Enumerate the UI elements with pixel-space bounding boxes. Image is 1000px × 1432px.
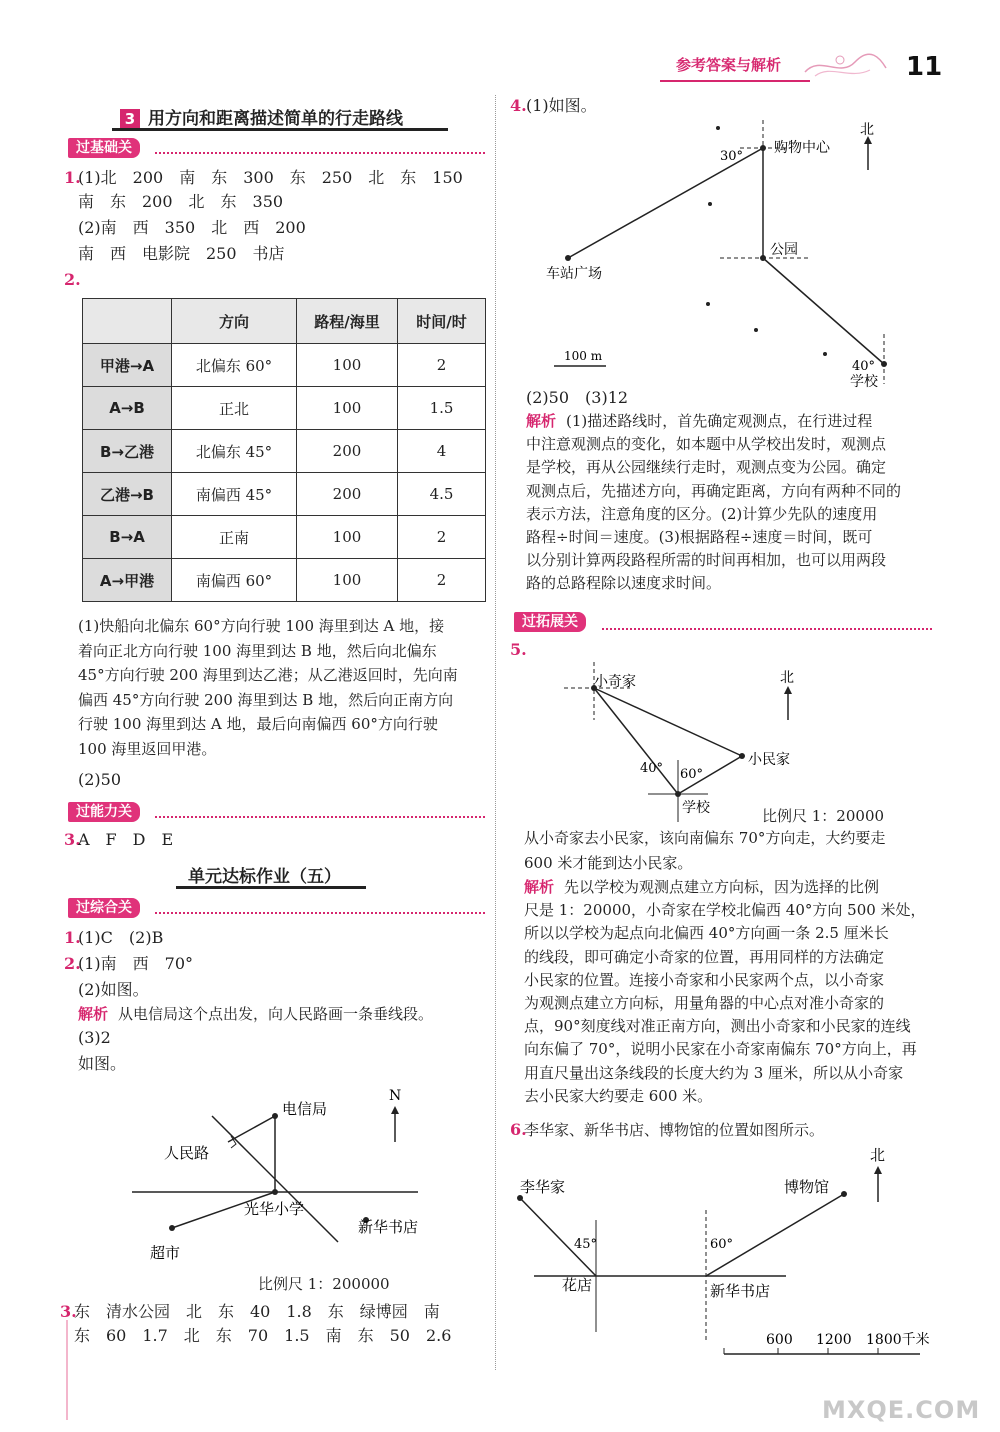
r-q5-jiexi-line: 所以以学校为起点向北偏西 40°方向画一条 2.5 厘米长 bbox=[524, 924, 889, 943]
u5-q2-number: 2. bbox=[64, 954, 81, 973]
map-point-market bbox=[169, 1225, 175, 1231]
q2-para-line: 着向正北方向行驶 100 海里到达 B 地，然后向北偏东 bbox=[78, 641, 437, 660]
unit5-title-underline bbox=[176, 886, 366, 889]
q2-part2: (2)50 bbox=[78, 770, 122, 789]
table-cell: A→B bbox=[83, 387, 172, 430]
map6-north-arrowhead-icon bbox=[874, 1166, 882, 1174]
north-arrowhead-icon bbox=[391, 1106, 399, 1114]
table-row bbox=[83, 344, 486, 387]
u5-scale: 比例尺 1：200000 bbox=[258, 1275, 390, 1293]
q3-answer: A F D E bbox=[78, 830, 174, 849]
map6-bookstore-museum bbox=[706, 1194, 844, 1276]
r-q4-jiexi-line: 中注意观测点的变化，如本题中从学校出发时，观测点 bbox=[526, 435, 887, 454]
u5-q3-line2: 东 60 1.7 北 东 70 1.5 南 东 50 2.6 bbox=[74, 1326, 452, 1345]
r-q4-jiexi bbox=[526, 410, 901, 596]
tag-comprehensive-dash bbox=[155, 912, 485, 914]
r-q5-jiexi-line: 向东偏了 70°，说明小民家在小奇家南偏东 70°方向上，再 bbox=[524, 1040, 917, 1059]
unit5-title: 单元达标作业（五） bbox=[188, 867, 341, 887]
u5-q2-jiexi bbox=[78, 1002, 433, 1026]
map4-park-school bbox=[763, 258, 884, 364]
map-point-school bbox=[272, 1189, 278, 1195]
r-q5-jiexi-text: 先以学校为观测点建立方向标，因为选择的比例 bbox=[564, 878, 880, 896]
section3-title-text: 用方向和距离描述简单的行走路线 bbox=[148, 109, 403, 129]
table-cell: 4 bbox=[398, 430, 486, 473]
table-row bbox=[83, 387, 486, 430]
header-title: 参考答案与解析 bbox=[676, 56, 782, 74]
map6-label-bookstore: 新华书店 bbox=[710, 1282, 771, 1300]
r-q5-jiexi-line bbox=[524, 876, 926, 899]
map4-point-mall bbox=[760, 145, 766, 151]
table-cell: B→乙港 bbox=[83, 430, 172, 473]
map6-scale-label: 1200 bbox=[816, 1332, 852, 1348]
u5-q2-line2: (2)如图。 bbox=[78, 980, 149, 999]
map6-point-museum bbox=[841, 1191, 847, 1197]
map4-north-label: 北 bbox=[860, 122, 874, 138]
r-q6-text: 李华家、新华书店、博物馆的位置如图所示。 bbox=[524, 1121, 825, 1139]
map4-dot bbox=[708, 202, 712, 206]
r-q4-jiexi-line: 是学校，再从公园继续行走时，观测点变为公园。确定 bbox=[526, 458, 887, 477]
u5-q3-line1: 东 清水公园 北 东 40 1.8 东 绿博园 南 bbox=[74, 1302, 440, 1321]
map4-point-park bbox=[760, 255, 766, 261]
jiexi-label: 解析 bbox=[524, 878, 555, 896]
table-row bbox=[83, 559, 486, 602]
u5-q2-line4: 如图。 bbox=[78, 1054, 127, 1073]
table-row bbox=[83, 473, 486, 516]
map4-dot bbox=[716, 126, 720, 130]
route-map-4 bbox=[540, 118, 940, 392]
map4-label-park: 公园 bbox=[770, 242, 798, 258]
map4-point-school bbox=[881, 361, 887, 367]
watermark: MXQE.COM bbox=[822, 1396, 981, 1424]
q2-para-line: 偏西 45°方向行驶 200 海里到达 B 地，然后向正南方向 bbox=[78, 690, 454, 709]
r-q5-answer-line: 600 米才能到达小民家。 bbox=[524, 854, 693, 872]
u5-q1-answer: (1)C (2)B bbox=[78, 928, 164, 947]
map4-point-station bbox=[565, 255, 571, 261]
q2-para-line: (1)快船向北偏东 60°方向行驶 100 海里到达 A 地，接 bbox=[78, 617, 445, 635]
map5-xiaoqi-xiaomin bbox=[594, 688, 742, 756]
map5-label-school: 学校 bbox=[682, 800, 710, 816]
table-cell: 2 bbox=[398, 344, 486, 387]
r-q4-jiexi-line bbox=[526, 410, 901, 433]
map5-label-xiaomin: 小民家 bbox=[748, 752, 790, 768]
map4-angle30: 30° bbox=[720, 149, 744, 164]
u5-q2-line1: (1)南 西 70° bbox=[78, 954, 194, 973]
q2-para-line: 行驶 100 海里到达 A 地，最后向南偏西 60°方向行驶 bbox=[78, 715, 438, 734]
tag-basic: 过基础关 bbox=[68, 138, 140, 158]
map5-scale: 比例尺 1：20000 bbox=[762, 807, 885, 825]
section3-number: 3 bbox=[120, 109, 140, 129]
q2-para-line: 45°方向行驶 200 海里到达乙港；从乙港返回时，先向南 bbox=[78, 666, 458, 685]
header-rule bbox=[660, 80, 810, 82]
r-q4-jiexi-text: (1)描述路线时，首先确定观测点，在行进过程 bbox=[566, 412, 873, 430]
r-q4-jiexi-line: 路程÷时间＝速度。(3)根据路程÷速度＝时间，既可 bbox=[526, 528, 873, 547]
map-label-renmin: 人民路 bbox=[164, 1144, 210, 1162]
map4-dot bbox=[754, 328, 758, 332]
table-header-cell: 路程/海里 bbox=[297, 299, 398, 344]
r-q5-answer-line: 从小奇家去小民家，该向南偏东 70°方向走，大约要走 bbox=[524, 829, 886, 847]
table-cell: 北偏东 60° bbox=[172, 344, 297, 387]
map-perpendicular bbox=[228, 1116, 275, 1142]
q1-number: 1. bbox=[64, 168, 81, 187]
table-cell: 200 bbox=[297, 473, 398, 516]
map-label-bookstore: 新华书店 bbox=[358, 1218, 419, 1236]
table-header-row bbox=[83, 299, 486, 344]
r-q4-line1: (1)如图。 bbox=[526, 96, 597, 115]
u5-q1-number: 1. bbox=[64, 928, 81, 947]
table-header-cell: 时间/时 bbox=[398, 299, 486, 344]
q1-line-2: 南 东 200 北 东 350 bbox=[78, 192, 284, 211]
table-cell: 乙港→B bbox=[83, 473, 172, 516]
map-point-telecom bbox=[272, 1113, 278, 1119]
u5-q3-number: 3. bbox=[60, 1302, 77, 1321]
map5-point-xiaomin bbox=[739, 753, 745, 759]
map6-label-museum: 博物馆 bbox=[784, 1178, 830, 1196]
map4-scale-label: 100 m bbox=[564, 349, 603, 363]
table-cell: 100 bbox=[297, 387, 398, 430]
r-q5-answer bbox=[524, 826, 885, 876]
map5-point-school bbox=[675, 791, 681, 797]
map-north-label: N bbox=[389, 1088, 402, 1104]
map-label-school: 光华小学 bbox=[244, 1200, 305, 1218]
map4-label-mall: 购物中心 bbox=[774, 140, 830, 156]
r-q4-jiexi-line: 表示方法，注意角度的区分。(2)计算少先队的速度用 bbox=[526, 504, 878, 523]
section3-underline bbox=[112, 128, 448, 131]
section3-title bbox=[120, 104, 403, 129]
table-header-cell bbox=[83, 299, 172, 344]
r-q5-jiexi-line: 为观测点建立方向标，用量角器的中心点对准小奇家的 bbox=[524, 994, 885, 1013]
map6-angle45: 45° bbox=[574, 1237, 598, 1252]
map4-angle40: 40° bbox=[852, 359, 876, 374]
header-decoration-icon bbox=[800, 50, 890, 84]
map5-angle60: 60° bbox=[680, 767, 704, 782]
tag-basic-dash bbox=[155, 152, 485, 154]
table-cell: 正北 bbox=[172, 387, 297, 430]
map6-scale-label: 1800千米 bbox=[866, 1332, 930, 1348]
r-q4-number: 4. bbox=[510, 96, 527, 115]
table-cell: 4.5 bbox=[398, 473, 486, 516]
q2-para bbox=[78, 614, 488, 762]
tag-extension-dash bbox=[602, 628, 932, 630]
q2-para-line: 100 海里返回甲港。 bbox=[78, 739, 217, 758]
table-cell: 2 bbox=[398, 559, 486, 602]
table-cell: 正南 bbox=[172, 516, 297, 559]
map5-north-label: 北 bbox=[780, 670, 794, 686]
u5-q2-line3: (3)2 bbox=[78, 1028, 111, 1047]
q3-number: 3. bbox=[64, 830, 81, 849]
jiexi-label: 解析 bbox=[526, 412, 557, 430]
tag-ability: 过能力关 bbox=[68, 802, 140, 822]
table-cell: 100 bbox=[297, 516, 398, 559]
page-number: 11 bbox=[906, 52, 943, 82]
map6-label-flower: 花店 bbox=[562, 1276, 593, 1294]
tag-extension: 过拓展关 bbox=[514, 612, 586, 632]
tag-comprehensive: 过综合关 bbox=[68, 898, 140, 918]
map5-xiaoqi-school bbox=[594, 688, 678, 794]
r-q5-jiexi-line: 用直尺量出这条线段的长度大约为 3 厘米，所以从小奇家 bbox=[524, 1063, 904, 1082]
map-label-market: 超市 bbox=[150, 1244, 181, 1262]
table-cell: A→甲港 bbox=[83, 559, 172, 602]
map-label-telecom: 电信局 bbox=[282, 1100, 328, 1118]
jiexi-label: 解析 bbox=[78, 1005, 109, 1023]
table-cell: 1.5 bbox=[398, 387, 486, 430]
r-q4-jiexi-line: 观测点后，先描述方向，再确定距离，方向有两种不同的 bbox=[526, 481, 902, 500]
map6-north-label: 北 bbox=[870, 1146, 886, 1164]
table-cell: 2 bbox=[398, 516, 486, 559]
map5-angle40: 40° bbox=[640, 761, 664, 776]
map6-scale-label: 600 bbox=[766, 1332, 793, 1348]
q1-line-3: (2)南 西 350 北 西 200 bbox=[78, 218, 306, 237]
map4-dot bbox=[823, 352, 827, 356]
table-cell: 南偏西 60° bbox=[172, 559, 297, 602]
left-margin-line bbox=[66, 1320, 68, 1420]
u5-q2-jiexi-text: 从电信局这个点出发，向人民路画一条垂线段。 bbox=[118, 1005, 434, 1023]
r-q5-jiexi-line: 尺是 1：20000，小奇家在学校北偏西 40°方向 500 米处， bbox=[524, 901, 926, 920]
r-q4-line2: (2)50 (3)12 bbox=[526, 388, 629, 407]
table-cell: 100 bbox=[297, 559, 398, 602]
q1-line-1: (1)北 200 南 东 300 东 250 北 东 150 bbox=[78, 168, 463, 187]
r-q5-jiexi-line: 小民家的位置。连接小奇家和小民家两个点，以小奇家 bbox=[524, 970, 885, 989]
q1-line-4: 南 西 电影院 250 书店 bbox=[78, 244, 285, 263]
route-map-6 bbox=[510, 1140, 950, 1370]
r-q6-number: 6. bbox=[510, 1120, 527, 1139]
table-cell: 南偏西 45° bbox=[172, 473, 297, 516]
tag-ability-dash bbox=[155, 816, 485, 818]
map4-mall-station bbox=[568, 148, 763, 258]
map4-dot bbox=[706, 302, 710, 306]
r-q5-jiexi-line: 去小民家大约要走 600 米。 bbox=[524, 1086, 713, 1105]
q2-number: 2. bbox=[64, 270, 81, 289]
table-cell: 100 bbox=[297, 344, 398, 387]
table-cell: B→A bbox=[83, 516, 172, 559]
map5-label-xiaoqi: 小奇家 bbox=[594, 674, 636, 690]
map5-north-arrowhead-icon bbox=[784, 686, 792, 694]
r-q5-number: 5. bbox=[510, 640, 527, 659]
map4-label-school: 学校 bbox=[850, 374, 878, 390]
map6-angle60: 60° bbox=[710, 1237, 734, 1252]
table-row bbox=[83, 430, 486, 473]
voyage-table bbox=[82, 298, 486, 602]
table-row bbox=[83, 516, 486, 559]
table-cell: 北偏东 45° bbox=[172, 430, 297, 473]
map6-label-lihua: 李华家 bbox=[520, 1178, 566, 1196]
table-header-cell: 方向 bbox=[172, 299, 297, 344]
r-q4-jiexi-line: 路的总路程除以速度求时间。 bbox=[526, 574, 722, 593]
r-q5-jiexi-line: 点，90°刻度线对准正南方向，测出小奇家和小民家的连线 bbox=[524, 1017, 911, 1036]
map4-label-station: 车站广场 bbox=[546, 266, 602, 282]
r-q5-jiexi-line: 的线段，即可确定小奇家的位置，再用同样的方法确定 bbox=[524, 947, 885, 966]
column-divider bbox=[495, 95, 496, 1370]
telecom-map bbox=[120, 1080, 440, 1300]
table-cell: 200 bbox=[297, 430, 398, 473]
r-q4-jiexi-line: 以分别计算两段路程所需的时间再相加，也可以用两段 bbox=[526, 551, 887, 570]
table-cell: 甲港→A bbox=[83, 344, 172, 387]
r-q5-jiexi bbox=[524, 876, 926, 1108]
